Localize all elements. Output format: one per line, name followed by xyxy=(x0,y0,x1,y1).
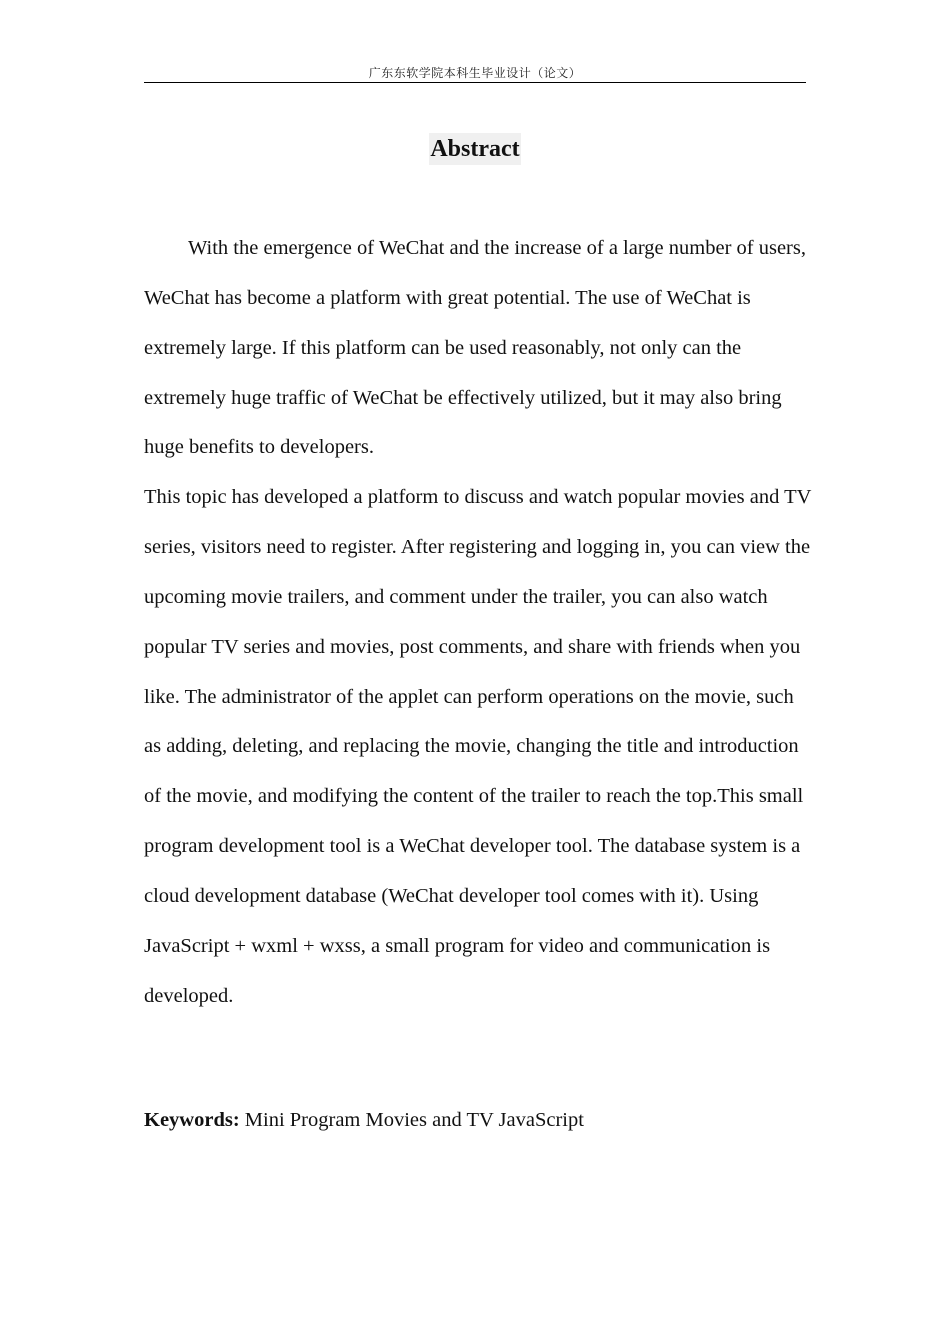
header-text: 广东东软学院本科生毕业设计（论文） xyxy=(368,66,582,80)
abstract-paragraph-1: With the emergence of WeChat and the increase of a large number of users, WeChat has become a platform with great potential. The use of WeChat is extremely large. If this platform can be used reasonably, not only can the extremely huge traffic of WeChat be effectively utilized, but it may also bring huge benefits to developers. xyxy=(144,237,806,459)
keywords-label: Keywords: xyxy=(144,1109,240,1131)
abstract-title-block xyxy=(0,133,950,165)
abstract-paragraph-2: This topic has developed a platform to discuss and watch popular movies and TV series, visitors need to register. After registering and logging in, you can view the upcoming movie trailers, and comment under the trailer, you can also watch popular TV series and movies, post comments, and share with friends when you like. The administrator of the applet can perform operations on the movie, such as adding, deleting, and replacing the movie, changing the title and introduction of the movie, and modifying the content of the trailer to reach the top.This small program development tool is a WeChat developer tool. The database system is a cloud development database (WeChat developer tool comes with it). Using JavaScript + wxml + wxss, a small program for video and communication is developed. xyxy=(144,486,812,1007)
abstract-title: Abstract xyxy=(429,133,520,165)
keywords-value: Mini Program Movies and TV JavaScript xyxy=(244,1109,584,1131)
keywords-line xyxy=(144,1104,812,1136)
abstract-body xyxy=(144,224,812,1022)
page-header xyxy=(144,64,806,83)
